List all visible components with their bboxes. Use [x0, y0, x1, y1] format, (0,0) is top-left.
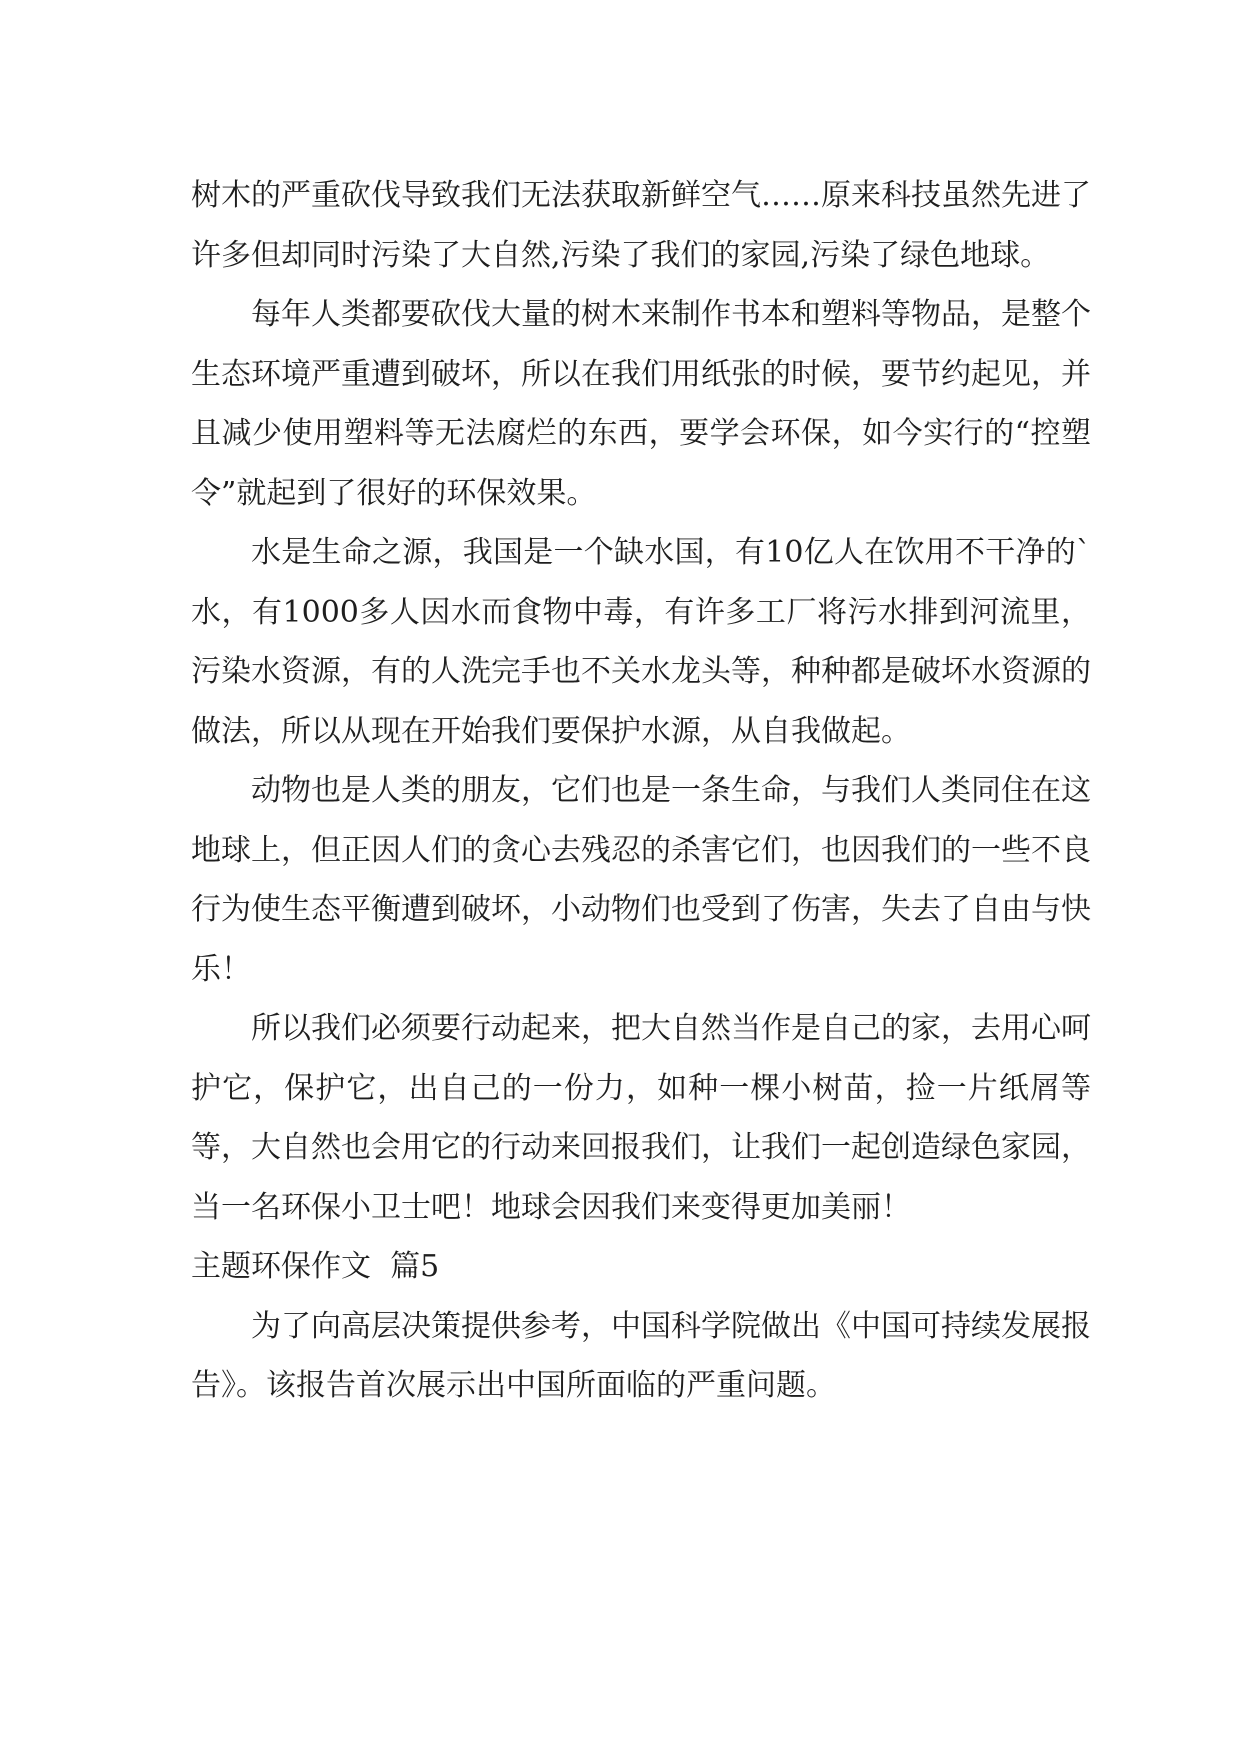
paragraph: 所以我们必须要行动起来，把大自然当作是自己的家，去用心呵护它，保护它，出自己的一份力，如种一棵小树苗，捡一片纸屑等等，大自然也会用它的行动来回报我们，让我们一起创造绿色家园，当一名环保小卫士吧！地球会因我们来变得更加美丽！ — [191, 1011, 1091, 1225]
paragraph: 每年人类都要砍伐大量的树木来制作书本和塑料等物品，是整个生态环境严重遭到破坏，所以在我们用纸张的时候，要节约起见，并且减少使用塑料等无法腐烂的东西，要学会环保，如今实行的“控塑令”就起到了很好的环保效果。 — [191, 297, 1091, 511]
paragraph: 动物也是人类的朋友，它们也是一条生命，与我们人类同住在这地球上，但正因人们的贪心去残忍的杀害它们，也因我们的一些不良行为使生态平衡遭到破坏，小动物们也受到了伤害，失去了自由与快乐！ — [191, 773, 1091, 987]
section-heading: 主题环保作文 篇5 — [191, 1249, 440, 1284]
paragraph: 为了向高层决策提供参考，中国科学院做出《中国可持续发展报告》。该报告首次展示出中国所面临的严重问题。 — [191, 1308, 1091, 1403]
paragraph: 水是生命之源，我国是一个缺水国，有10亿人在饮用不干净的`水，有1000多人因水而食物中毒，有许多工厂将污水排到河流里，污染水资源，有的人洗完手也不关水龙头等，种种都是破坏水资源的做法，所以从现在开始我们要保护水源，从自我做起。 — [191, 535, 1091, 749]
paragraph-continued: 树木的严重砍伐导致我们无法获取新鲜空气……原来科技虽然先进了许多但却同时污染了大自然,污染了我们的家园,污染了绿色地球。 — [191, 178, 1091, 273]
document-body — [191, 166, 1091, 1416]
